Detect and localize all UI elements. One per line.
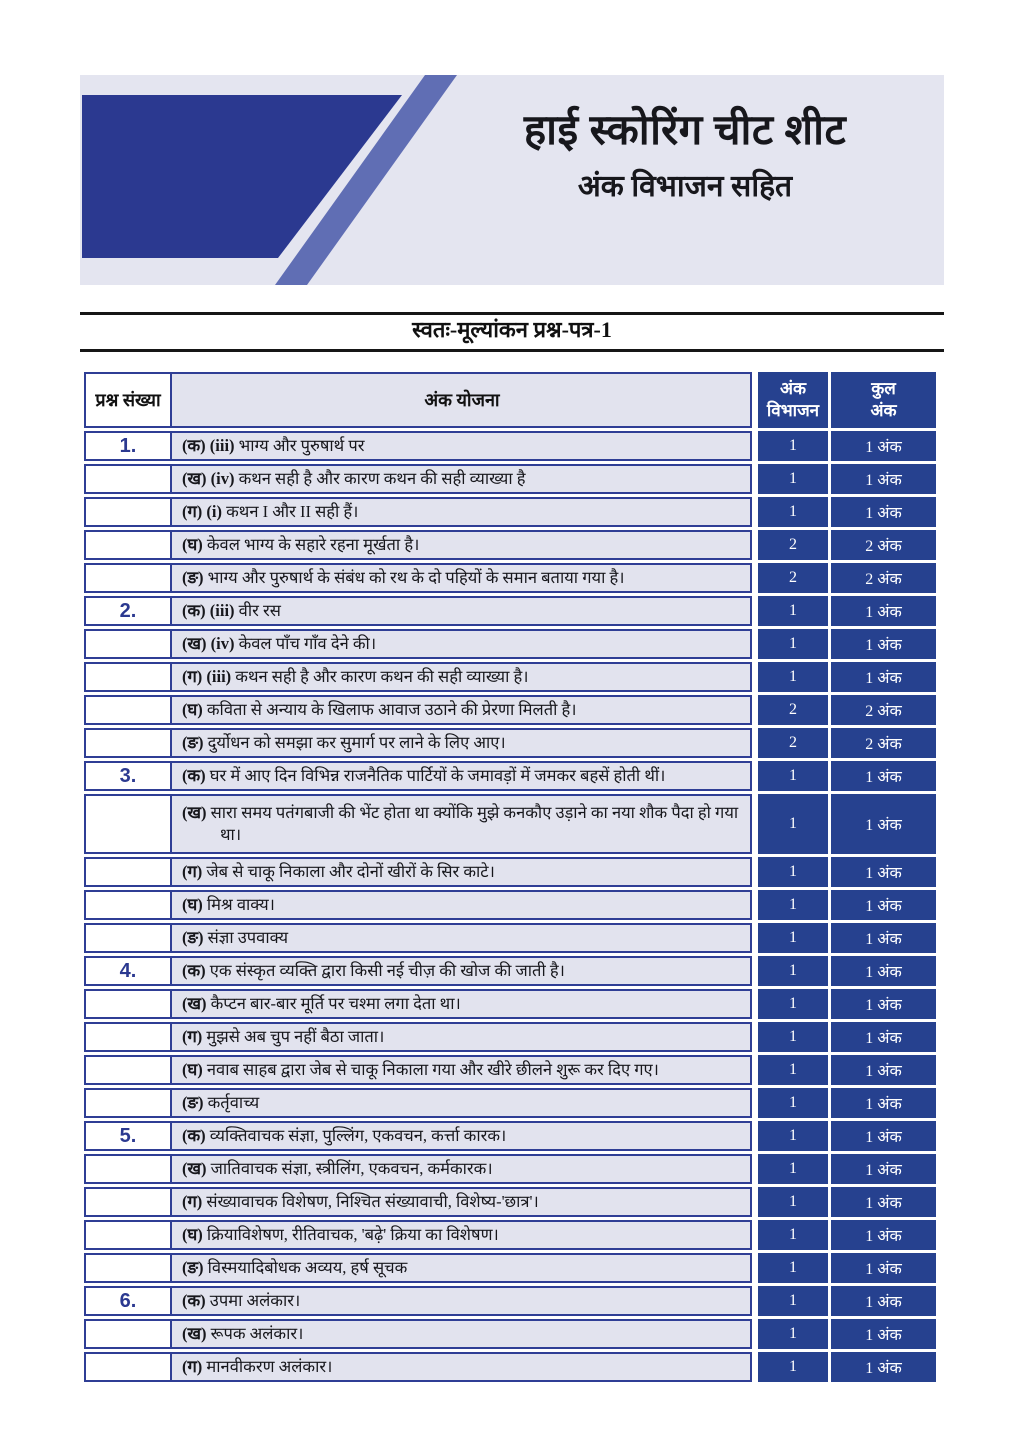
table-row [84, 530, 936, 560]
table-row [84, 923, 936, 953]
question-number-cell: 6. [84, 1286, 172, 1316]
answer-text: केवल भाग्य के सहारे रहना मूर्खता है। [206, 534, 420, 554]
answer-text-cell [172, 956, 752, 986]
mark-division-cell: 2 [758, 563, 828, 593]
answer-option-marker: (ग) (iii) [182, 666, 236, 686]
answer-text-cell [172, 1022, 752, 1052]
total-marks-cell: 1 अंक [831, 497, 936, 527]
col-header-total-marks [831, 372, 936, 428]
question-number-cell [84, 497, 172, 527]
answer-text-cell [172, 728, 752, 758]
mark-division-cell: 2 [758, 530, 828, 560]
table-row [84, 1187, 936, 1217]
mark-division-cell: 1 [758, 464, 828, 494]
question-number-cell [84, 1319, 172, 1349]
table-row [84, 761, 936, 791]
answer-text: घर में आए दिन विभिन्न राजनैतिक पार्टियों के जमावड़ों में जमकर बहसें होती थीं। [209, 765, 666, 785]
table-row [84, 596, 936, 626]
answer-option-marker: (ङ) [182, 1257, 208, 1277]
answer-option-marker: (ग) [182, 1191, 207, 1211]
total-marks-cell: 1 अंक [831, 431, 936, 461]
answer-option-marker: (ङ) [182, 927, 208, 947]
mark-division-cell: 1 [758, 1121, 828, 1151]
total-marks-cell: 1 अंक [831, 1352, 936, 1382]
answer-text: जेब से चाकू निकाला और दोनों खीरों के सिर काटे। [206, 861, 495, 881]
table-row [84, 890, 936, 920]
col-header-mark-division [758, 372, 828, 428]
table-row [84, 857, 936, 887]
mark-division-cell: 1 [758, 956, 828, 986]
total-marks-cell: 2 अंक [831, 563, 936, 593]
answer-text: उपमा अलंकार। [209, 1290, 301, 1310]
total-marks-cell: 1 अंक [831, 464, 936, 494]
answer-option-marker: (ख) [182, 802, 211, 822]
answer-option-marker: (क) (iii) [182, 600, 239, 620]
table-row [84, 794, 936, 854]
table-row [84, 728, 936, 758]
mark-division-cell: 1 [758, 1055, 828, 1085]
answer-text-cell [172, 1154, 752, 1184]
answer-option-marker: (ख) [182, 1323, 211, 1343]
answer-option-marker: (ख) (iv) [182, 468, 239, 488]
mark-division-cell: 1 [758, 497, 828, 527]
mark-division-cell: 1 [758, 662, 828, 692]
answer-text-cell [172, 1187, 752, 1217]
answer-option-marker: (क) (iii) [182, 435, 239, 455]
answer-text: कर्तृवाच्य [207, 1092, 260, 1112]
answer-option-marker: (ग) [182, 861, 207, 881]
total-marks-cell: 1 अंक [831, 956, 936, 986]
answer-text-cell [172, 1220, 752, 1250]
table-row [84, 464, 936, 494]
question-number-cell [84, 857, 172, 887]
answer-option-marker: (घ) [182, 1224, 207, 1244]
answer-text-cell [172, 530, 752, 560]
question-number-cell [84, 794, 172, 854]
total-marks-cell: 1 अंक [831, 1253, 936, 1283]
answer-text-cell [172, 890, 752, 920]
question-number-cell [84, 890, 172, 920]
answer-text-cell [172, 497, 752, 527]
banner-titles [440, 105, 930, 203]
mark-division-cell: 1 [758, 1253, 828, 1283]
question-number-cell [84, 1055, 172, 1085]
answer-text: कैप्टन बार-बार मूर्ति पर चश्मा लगा देता था। [210, 993, 461, 1013]
page-subtitle: अंक विभाजन सहित [577, 169, 793, 203]
answer-option-marker: (ख) [182, 1158, 211, 1178]
answer-text: व्यक्तिवाचक संज्ञा, पुल्लिंग, एकवचन, कर्त्ता कारक। [209, 1125, 507, 1145]
answer-text: केवल पाँच गाँव देने की। [238, 633, 377, 653]
total-marks-cell: 1 अंक [831, 1088, 936, 1118]
answer-text: कथन सही है और कारण कथन की सही व्याख्या है। [235, 666, 529, 686]
mark-division-cell: 1 [758, 431, 828, 461]
total-marks-cell: 1 अंक [831, 857, 936, 887]
answer-text-cell [172, 431, 752, 461]
answer-text: नवाब साहब द्वारा जेब से चाकू निकाला गया और खीरे छीलने शुरू कर दिए गए। [206, 1059, 659, 1079]
total-marks-cell: 1 अंक [831, 1154, 936, 1184]
table-body [84, 431, 936, 1382]
question-number-cell [84, 1088, 172, 1118]
mark-division-cell: 2 [758, 728, 828, 758]
answer-text-cell [172, 1286, 752, 1316]
total-marks-cell: 1 अंक [831, 794, 936, 854]
mark-division-cell: 2 [758, 695, 828, 725]
total-marks-cell: 1 अंक [831, 1319, 936, 1349]
question-number-cell [84, 629, 172, 659]
table-row [84, 563, 936, 593]
answer-text-cell [172, 629, 752, 659]
answer-option-marker: (घ) [182, 699, 207, 719]
question-number-cell [84, 1022, 172, 1052]
question-number-cell: 3. [84, 761, 172, 791]
header-banner [80, 75, 944, 285]
question-number-cell [84, 530, 172, 560]
col-header-question-number: प्रश्न संख्या [84, 372, 172, 428]
table-row [84, 1121, 936, 1151]
mark-division-cell: 1 [758, 1286, 828, 1316]
page-title: हाई स्कोरिंग चीट शीट [523, 108, 847, 154]
mark-division-cell: 1 [758, 989, 828, 1019]
answer-option-marker: (ग) (i) [182, 501, 227, 521]
total-marks-cell: 1 अंक [831, 923, 936, 953]
table-row [84, 1154, 936, 1184]
col-header-mark-division-line1: अंक [779, 378, 807, 398]
answer-text-cell [172, 1253, 752, 1283]
question-number-cell [84, 1352, 172, 1382]
table-row [84, 989, 936, 1019]
question-number-cell: 4. [84, 956, 172, 986]
answer-text-cell [172, 857, 752, 887]
answer-text-cell [172, 563, 752, 593]
answer-text: जातिवाचक संज्ञा, स्त्रीलिंग, एकवचन, कर्मकारक। [210, 1158, 493, 1178]
answer-text-cell [172, 923, 752, 953]
question-number-cell [84, 728, 172, 758]
question-number-cell: 2. [84, 596, 172, 626]
answer-text: संज्ञा उपवाक्य [207, 927, 289, 947]
question-number-cell [84, 1187, 172, 1217]
table-row [84, 695, 936, 725]
answer-text-cell [172, 1319, 752, 1349]
answer-text: एक संस्कृत व्यक्ति द्वारा किसी नई चीज़ की खोज की जाती है। [209, 960, 565, 980]
total-marks-cell: 1 अंक [831, 662, 936, 692]
table-header-row [84, 372, 936, 428]
total-marks-cell: 2 अंक [831, 695, 936, 725]
answer-option-marker: (ख) [182, 993, 211, 1013]
question-number-cell [84, 695, 172, 725]
answer-text: भाग्य और पुरुषार्थ पर [238, 435, 365, 455]
answer-text-cell [172, 662, 752, 692]
marking-scheme-table [84, 372, 936, 1385]
table-row [84, 1253, 936, 1283]
total-marks-cell: 1 अंक [831, 629, 936, 659]
answer-text: विस्मयादिबोधक अव्यय, हर्ष सूचक [207, 1257, 408, 1277]
answer-text: क्रियाविशेषण, रीतिवाचक, 'बढ़े' क्रिया का विशेषण। [206, 1224, 499, 1244]
table-row [84, 1286, 936, 1316]
total-marks-cell: 1 अंक [831, 1286, 936, 1316]
answer-text-cell [172, 1088, 752, 1118]
total-marks-cell: 1 अंक [831, 989, 936, 1019]
total-marks-cell: 1 अंक [831, 1187, 936, 1217]
answer-option-marker: (ङ) [182, 732, 208, 752]
section-heading-label: स्वतः-मूल्यांकन प्रश्न-पत्र-1 [412, 317, 612, 342]
table-row [84, 497, 936, 527]
table-row [84, 1319, 936, 1349]
answer-option-marker: (घ) [182, 1059, 207, 1079]
answer-text: संख्यावाचक विशेषण, निश्चित संख्यावाची, विशेष्य-'छात्र'। [206, 1191, 539, 1211]
total-marks-cell: 1 अंक [831, 890, 936, 920]
answer-text: कथन I और II सही हैं। [226, 501, 359, 521]
table-row [84, 1055, 936, 1085]
mark-division-cell: 1 [758, 857, 828, 887]
mark-division-cell: 1 [758, 794, 828, 854]
answer-option-marker: (ङ) [182, 1092, 208, 1112]
question-number-cell [84, 989, 172, 1019]
question-number-cell: 5. [84, 1121, 172, 1151]
total-marks-cell: 2 अंक [831, 530, 936, 560]
answer-option-marker: (घ) [182, 534, 207, 554]
total-marks-cell: 1 अंक [831, 1055, 936, 1085]
mark-division-cell: 1 [758, 1220, 828, 1250]
table-row [84, 1220, 936, 1250]
answer-text: मानवीकरण अलंकार। [206, 1356, 333, 1376]
mark-division-cell: 1 [758, 890, 828, 920]
mark-division-cell: 1 [758, 761, 828, 791]
answer-option-marker: (घ) [182, 894, 207, 914]
answer-option-marker: (क) [182, 1125, 210, 1145]
question-number-cell: 1. [84, 431, 172, 461]
answer-text-cell [172, 1121, 752, 1151]
answer-text-cell [172, 989, 752, 1019]
mark-division-cell: 1 [758, 1352, 828, 1382]
answer-text-cell [172, 761, 752, 791]
table-row [84, 1022, 936, 1052]
mark-division-cell: 1 [758, 1319, 828, 1349]
answer-option-marker: (क) [182, 1290, 210, 1310]
section-heading [80, 312, 944, 352]
question-number-cell [84, 1220, 172, 1250]
total-marks-cell: 1 अंक [831, 596, 936, 626]
question-number-cell [84, 1253, 172, 1283]
answer-text: मुझसे अब चुप नहीं बैठा जाता। [206, 1026, 385, 1046]
col-header-mark-division-line2: विभाजन [766, 401, 820, 420]
answer-option-marker: (क) [182, 960, 210, 980]
total-marks-cell: 2 अंक [831, 728, 936, 758]
total-marks-cell: 1 अंक [831, 1220, 936, 1250]
mark-division-cell: 1 [758, 923, 828, 953]
question-number-cell [84, 464, 172, 494]
col-header-total-marks-line2: अंक [870, 401, 897, 420]
answer-text: भाग्य और पुरुषार्थ के संबंध को रथ के दो पहियों के समान बताया गया है। [207, 567, 625, 587]
table-row [84, 431, 936, 461]
answer-text-cell [172, 1055, 752, 1085]
total-marks-cell: 1 अंक [831, 1121, 936, 1151]
answer-option-marker: (ग) [182, 1026, 207, 1046]
table-row [84, 662, 936, 692]
question-number-cell [84, 563, 172, 593]
answer-text: मिश्र वाक्य। [206, 894, 275, 914]
col-header-total-marks-line1: कुल [871, 378, 896, 398]
question-number-cell [84, 923, 172, 953]
col-header-marking-scheme: अंक योजना [172, 372, 752, 428]
table-row [84, 1352, 936, 1382]
answer-text: रूपक अलंकार। [210, 1323, 304, 1343]
answer-text-cell [172, 794, 752, 854]
mark-division-cell: 1 [758, 1154, 828, 1184]
answer-text-cell [172, 1352, 752, 1382]
mark-division-cell: 1 [758, 596, 828, 626]
answer-text: वीर रस [238, 600, 281, 620]
answer-option-marker: (ग) [182, 1356, 207, 1376]
mark-division-cell: 1 [758, 1022, 828, 1052]
question-number-cell [84, 662, 172, 692]
table-row [84, 629, 936, 659]
answer-option-marker: (क) [182, 765, 210, 785]
mark-division-cell: 1 [758, 629, 828, 659]
total-marks-cell: 1 अंक [831, 761, 936, 791]
question-number-cell [84, 1154, 172, 1184]
answer-text: सारा समय पतंगबाजी की भेंट होता था क्योंकि मुझे कनकौए उड़ाने का नया शौक पैदा हो गया था। [210, 802, 739, 844]
answer-text-cell [172, 695, 752, 725]
answer-text-cell [172, 596, 752, 626]
answer-option-marker: (ङ) [182, 567, 208, 587]
answer-text: दुर्योधन को समझा कर सुमार्ग पर लाने के लिए आए। [207, 732, 506, 752]
answer-text-cell [172, 464, 752, 494]
answer-text: कविता से अन्याय के खिलाफ आवाज उठाने की प्रेरणा मिलती है। [206, 699, 577, 719]
total-marks-cell: 1 अंक [831, 1022, 936, 1052]
table-row [84, 1088, 936, 1118]
table-row [84, 956, 936, 986]
answer-option-marker: (ख) (iv) [182, 633, 239, 653]
mark-division-cell: 1 [758, 1088, 828, 1118]
answer-text: कथन सही है और कारण कथन की सही व्याख्या है [238, 468, 526, 488]
mark-division-cell: 1 [758, 1187, 828, 1217]
